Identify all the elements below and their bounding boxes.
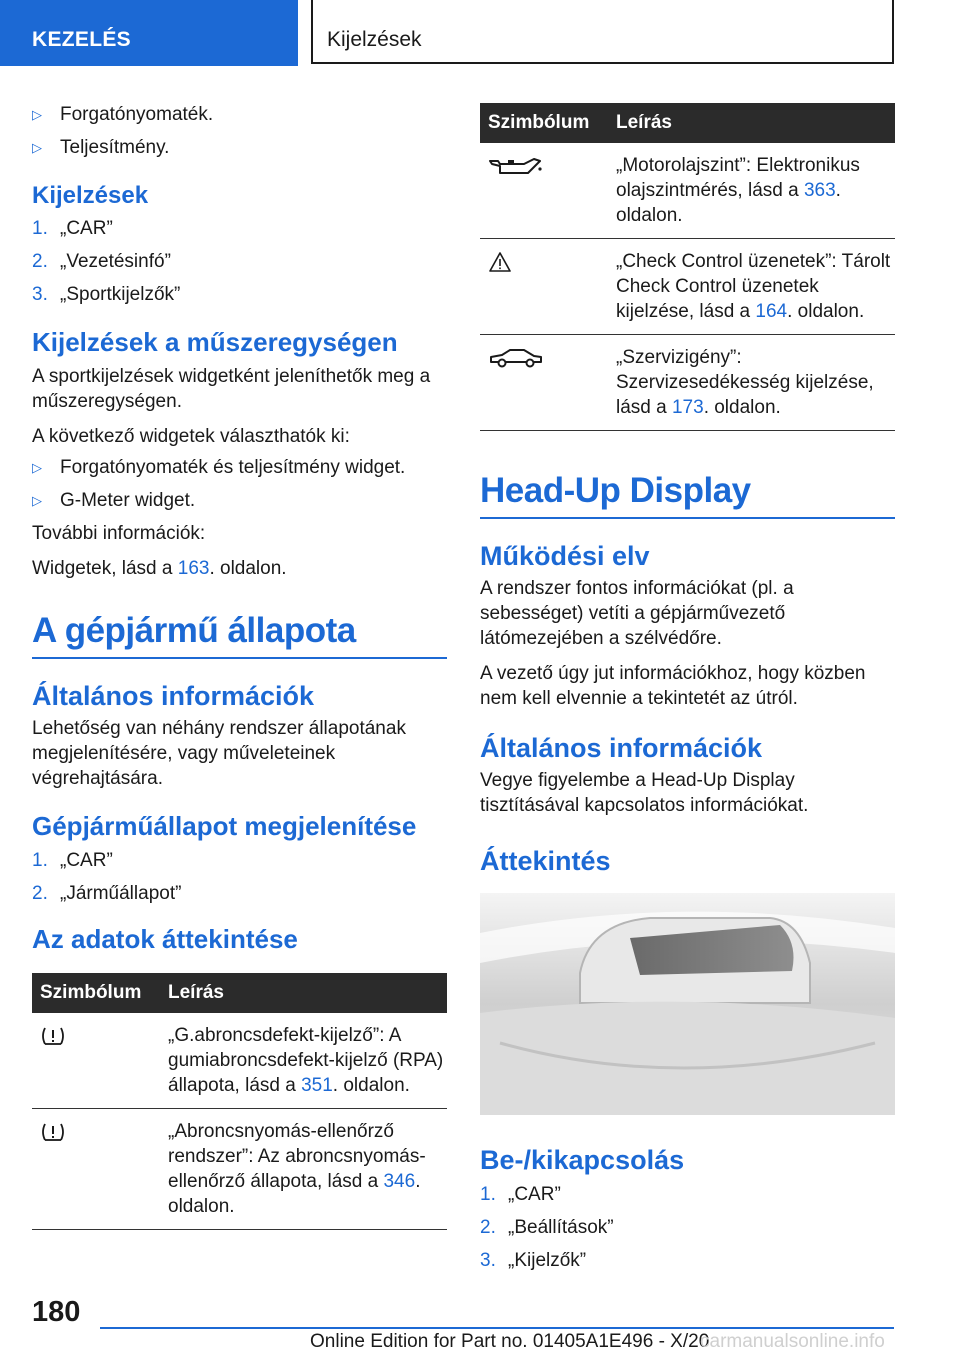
list-item: 3. „Sportkijelzők” [32, 284, 181, 305]
head-up-display-image [480, 893, 895, 1115]
list-item: 2. „Beállítások” [480, 1217, 614, 1238]
page-link[interactable]: 164 [755, 301, 788, 322]
page-link[interactable]: 163 [177, 558, 210, 579]
triangle-bullet-icon: ▷ [32, 140, 42, 155]
paragraph: A sportkijelzések widgetként jeleníthetők meg a műszeregységen. [32, 366, 431, 412]
table-row: „Check Control üzenetek”: Tárolt Check Control üzenetek kijelzése, lásd a 164. oldalon. [480, 239, 895, 335]
column-header: Szimbólum [480, 103, 608, 143]
list-item: ▷ Forgatónyomaték és teljesítmény widget. [32, 451, 447, 484]
watermark: carmanualsonline.info [700, 1331, 885, 1352]
heading-bekikapcsolas: Be-/kikapcsolás [480, 1145, 685, 1175]
heading-kijelzesek: Kijelzések [32, 182, 149, 209]
paragraph: Widgetek, lásd a 163. oldalon. [32, 558, 287, 579]
table-row: „Szervizigény”: Szervizesedékesség kijelzése, lásd a 173. oldalon. [480, 335, 895, 431]
page-link[interactable]: 173 [671, 397, 704, 418]
right-column [480, 103, 895, 1277]
list-item: ▷ G-Meter widget. [32, 484, 447, 517]
heading-attekintes: Áttekintés [480, 846, 611, 876]
paragraph: A következő widgetek választhatók ki: [32, 426, 350, 447]
triangle-bullet-icon: ▷ [32, 107, 42, 122]
table-row: „Abroncsnyomás-ellenőrző rendszer”: Az abroncsnyomás-ellenőrző állapota, lásd a 346. oldalon. [32, 1109, 447, 1230]
table-header-row [480, 103, 895, 143]
hud-illustration [480, 893, 895, 1115]
service-car-icon [488, 347, 544, 369]
column-header: Leírás [160, 973, 447, 1013]
paragraph: Lehetőség van néhány rendszer állapotának megjelenítésére, vagy műveleteinek végrehajtására. [32, 718, 406, 789]
heading-head-up-display: Head-Up Display [480, 471, 895, 519]
list-item: 3. „Kijelzők” [480, 1250, 587, 1271]
paragraph: A rendszer fontos információkat (pl. a sebességet) vetíti a gépjárművezető látómezejében a szélvédőre. [480, 578, 794, 649]
section-tab: KEZELÉS [0, 0, 298, 66]
table-row: „G.abroncsdefekt-kijelző”: A gumiabroncsdefekt-kijelző (RPA) állapota, lásd a 351. oldalon. [32, 1013, 447, 1109]
heading-altalanos: Általános információk [32, 681, 315, 711]
heading-megjelenites: Gépjárműállapot megjelenítése [32, 811, 417, 841]
column-header: Leírás [608, 103, 895, 143]
list-item: ▷ Teljesítmény. [32, 131, 447, 164]
heading-attekintes: Az adatok áttekintése [32, 924, 298, 954]
heading-muszeregyseg: Kijelzések a műszeregységen [32, 327, 398, 357]
table-row: „Motorolajszint”: Elektronikus olajszintmérés, lásd a 363. oldalon. [480, 143, 895, 239]
warning-triangle-icon [488, 251, 512, 273]
list-item: 2. „Járműállapot” [32, 883, 182, 904]
symbol-table [480, 103, 895, 431]
column-header: Szimbólum [32, 973, 160, 1013]
paragraph: Vegye figyelembe a Head-Up Display tisztításával kapcsolatos információkat. [480, 770, 809, 816]
heading-allapot: A gépjármű állapota [32, 611, 447, 659]
page-link[interactable]: 363 [803, 180, 836, 201]
page-link[interactable]: 351 [301, 1075, 333, 1096]
page-number: 180 [32, 1296, 81, 1328]
tire-pressure-monitor-icon [40, 1121, 66, 1143]
list-item: 1. „CAR” [32, 218, 113, 239]
heading-altalanos: Általános információk [480, 733, 763, 763]
paragraph: További információk: [32, 523, 206, 544]
page-header-title: Kijelzések [311, 0, 894, 64]
triangle-bullet-icon: ▷ [32, 460, 42, 475]
table-header-row [32, 973, 447, 1013]
triangle-bullet-icon: ▷ [32, 493, 42, 508]
paragraph: A vezető úgy jut információkhoz, hogy közben nem kell elvennie a tekintetét az útról. [480, 663, 866, 709]
list-item: 1. „CAR” [32, 850, 113, 871]
list-item: 2. „Vezetésinfó” [32, 251, 171, 272]
list-item: ▷ Forgatónyomaték. [32, 98, 447, 131]
symbol-table [32, 973, 447, 1230]
oil-can-icon [488, 155, 544, 177]
heading-mukodes: Működési elv [480, 541, 650, 571]
list-item: 1. „CAR” [480, 1184, 561, 1205]
footer-divider [100, 1327, 894, 1329]
page-link[interactable]: 346 [383, 1171, 416, 1192]
tire-pressure-warning-icon [40, 1025, 66, 1047]
edition-text: Online Edition for Part no. 01405A1E496 - X/20 [310, 1331, 710, 1352]
left-column [32, 98, 447, 1230]
